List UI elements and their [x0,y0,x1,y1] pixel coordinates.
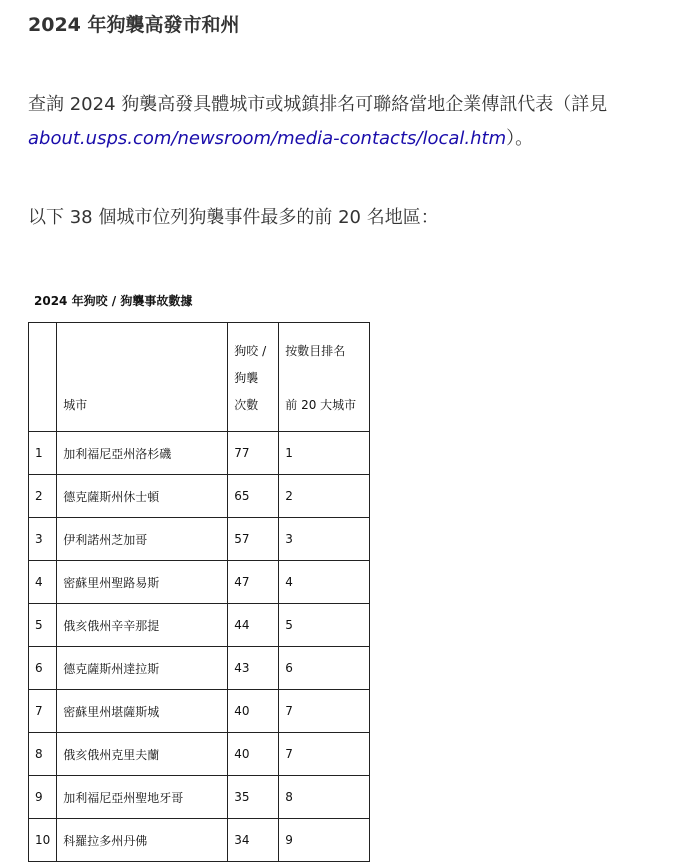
row-count: 34 [228,819,279,862]
row-city: 德克薩斯州休士頓 [57,475,228,518]
row-count: 44 [228,604,279,647]
row-top20: 3 [279,518,370,561]
row-rank: 1 [29,432,57,475]
row-count: 65 [228,475,279,518]
row-count: 77 [228,432,279,475]
table-row [29,776,370,819]
table-row [29,733,370,776]
row-rank: 7 [29,690,57,733]
table-row [29,561,370,604]
intro-text-after: ）。 [506,128,534,149]
row-top20: 8 [279,776,370,819]
row-city: 密蘇里州堪薩斯城 [57,690,228,733]
row-city: 密蘇里州聖路易斯 [57,561,228,604]
row-top20: 7 [279,690,370,733]
row-count: 47 [228,561,279,604]
table-row [29,432,370,475]
row-top20: 7 [279,733,370,776]
row-count: 40 [228,733,279,776]
row-rank: 8 [29,733,57,776]
row-rank: 2 [29,475,57,518]
header-city: 城市 [57,323,228,432]
lead-paragraph: 以下 38 個城市位列狗襲事件最多的前 20 名地區： [28,207,439,228]
header-count [228,323,279,432]
row-city: 俄亥俄州辛辛那提 [57,604,228,647]
header-count-line2: 狗襲 [234,371,259,385]
row-city: 德克薩斯州達拉斯 [57,647,228,690]
intro-paragraph [28,88,676,156]
dog-attack-table [28,322,370,862]
row-top20: 5 [279,604,370,647]
row-city: 加利福尼亞州聖地牙哥 [57,776,228,819]
row-top20: 2 [279,475,370,518]
row-city: 科羅拉多州丹佛 [57,819,228,862]
row-count: 57 [228,518,279,561]
table-row [29,604,370,647]
row-top20: 6 [279,647,370,690]
row-count: 40 [228,690,279,733]
header-count-line3: 次數 [234,398,259,412]
row-top20: 4 [279,561,370,604]
row-rank: 3 [29,518,57,561]
row-rank: 4 [29,561,57,604]
media-contacts-link[interactable]: about.usps.com/newsroom/media-contacts/local.htm [28,128,507,149]
page-title: 2024 年狗襲高發市和州 [28,14,240,36]
table-row [29,690,370,733]
table-header-row [29,323,370,432]
table-row [29,647,370,690]
table-caption: 2024 年狗咬 / 狗襲事故數據 [34,294,193,308]
row-count: 35 [228,776,279,819]
header-top20-line1: 按數目排名 [285,344,346,358]
intro-text-before: 查詢 2024 狗襲高發具體城市或城鎮排名可聯絡當地企業傳訊代表（詳見 [28,94,608,115]
header-count-line1: 狗咬 / [234,344,267,358]
row-top20: 1 [279,432,370,475]
table-row [29,819,370,862]
row-city: 加利福尼亞州洛杉磯 [57,432,228,475]
row-rank: 10 [29,819,57,862]
header-top20-line2: 前 20 大城市 [285,398,357,412]
table-row [29,475,370,518]
row-rank: 5 [29,604,57,647]
row-rank: 6 [29,647,57,690]
header-rank [29,323,57,432]
row-city: 伊利諾州芝加哥 [57,518,228,561]
table-row [29,518,370,561]
header-top20 [279,323,370,432]
row-count: 43 [228,647,279,690]
row-rank: 9 [29,776,57,819]
row-city: 俄亥俄州克里夫蘭 [57,733,228,776]
row-top20: 9 [279,819,370,862]
